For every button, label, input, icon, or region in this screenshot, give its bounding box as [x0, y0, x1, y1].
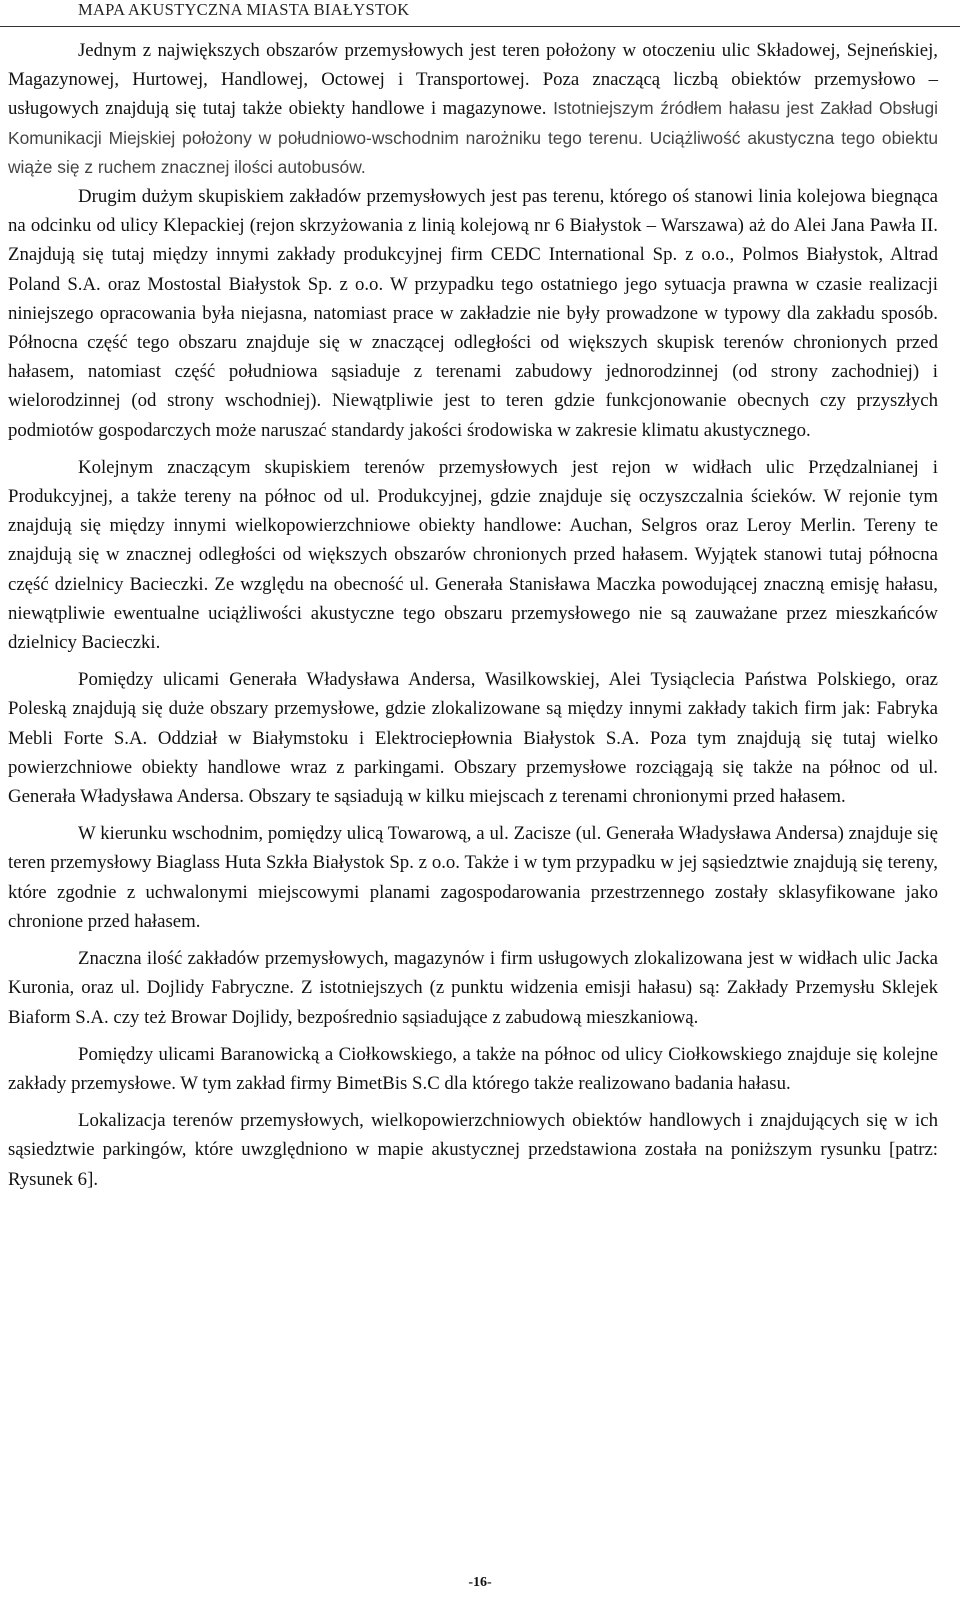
- paragraph-1-serif-text: Jednym z największych obszarów przemysłowych jest teren położony w otoczeniu ulic Składowej, Sejneńskiej, Magazynowej, Hurtowej, Handlowej, Octowej i Transportowej. Poza znaczącą liczbą obiektów przemysłowo – usługowych znajdują się tutaj także obiekty handlowe i magazynowe.: [8, 40, 938, 120]
- paragraph-3: Kolejnym znaczącym skupiskiem terenów przemysłowych jest rejon w widłach ulic Przędzalnianej i Produkcyjnej, a także tereny na północ od ul. Produkcyjnej, gdzie znajduje się oczyszczalnia ścieków. W rejonie tym znajdują się między innymi wielkopowierzchniowe obiekty handlowe: Auchan, Selgros oraz Leroy Merlin. Tereny te znajdują się w znacznej odległości od większych obszarów chronionych przed hałasem. Wyjątek stanowi tutaj północna część dzielnicy Bacieczki. Ze względu na obecność ul. Generała Stanisława Maczka powodującej znaczną emisję hałasu, niewątpliwie ewentualne uciążliwości akustyczne tego obszaru przemysłowego nie są zauważane przez mieszkańców dzielnicy Bacieczki.: [8, 456, 938, 654]
- paragraph-2: Drugim dużym skupiskiem zakładów przemysłowych jest pas terenu, którego oś stanowi linia kolejowa biegnąca na odcinku od ulicy Klepackiej (rejon skrzyżowania z linią kolejową nr 6 Białystok – Warszawa) aż do Alei Jana Pawła II. Znajdują się tutaj między innymi zakłady produkcyjnej firm CEDC International Sp. z o.o., Polmos Białystok, Altrad Poland S.A. oraz Mostostal Białystok Sp. z o.o. W przypadku tego ostatniego jego sytuacja prawna w czasie realizacji niniejszego opracowania była niejasna, natomiast prace w zakładzie nie były prowadzone w typowy dla zakładu sposób. Północna część tego obszaru znajduje się w znaczącej odległości od większych skupisk terenów chronionych przed hałasem, natomiast część południowa sąsiaduje z terenami zabudowy jednorodzinnej (od strony zachodniej) i wielorodzinnej (od strony wschodniej). Niewątpliwie jest to teren gdzie funkcjonowanie obecnych czy przyszłych podmiotów gospodarczych może naruszać standardy jakości środowiska w zakresie klimatu akustycznego.: [8, 186, 938, 441]
- page-header: [0, 0, 960, 27]
- paragraph-8: Lokalizacja terenów przemysłowych, wielkopowierzchniowych obiektów handlowych i znajdujących się w ich sąsiedztwie parkingów, które uwzględniono w mapie akustycznej przedstawiona została na poniższym rysunku [patrz: Rysunek 6].: [8, 1110, 938, 1190]
- page-number: -16-: [468, 1575, 492, 1590]
- paragraph-6: Znaczna ilość zakładów przemysłowych, magazynów i firm usługowych zlokalizowana jest w widłach ulic Jacka Kuronia, oraz ul. Dojlidy Fabryczne. Z istotniejszych (z punktu widzenia emisji hałasu) są: Zakłady Przemysłu Sklejek Biaform S.A. czy też Browar Dojlidy, bezpośrednio sąsiadujące z zabudową mieszkaniową.: [8, 948, 938, 1028]
- document-title: MAPA AKUSTYCZNA MIASTA BIAŁYSTOK: [78, 0, 410, 19]
- document-body: [8, 36, 938, 1194]
- paragraph-4: Pomiędzy ulicami Generała Władysława Andersa, Wasilkowskiej, Alei Tysiąclecia Państwa Polskiego, oraz Poleską znajdują się duże obszary przemysłowe, gdzie zlokalizowane są między innymi zakłady takich firm jak: Fabryka Mebli Forte S.A. Oddział w Białymstoku i Elektrociepłownia Białystok S.A. Poza tym znajdują się tutaj wielko powierzchniowe obiekty handlowe wraz z parkingami. Obszary przemysłowe rozciągają się także na północ od ul. Generała Władysława Andersa. Obszary te sąsiadują w kilku miejscach z terenami chronionymi przed hałasem.: [8, 669, 938, 808]
- paragraph-7: Pomiędzy ulicami Baranowicką a Ciołkowskiego, a także na północ od ulicy Ciołkowskiego znajduje się kolejne zakłady przemysłowe. W tym zakład firmy BimetBis S.C dla którego także realizowano badania hałasu.: [8, 1043, 938, 1094]
- paragraph-1: [8, 36, 938, 182]
- paragraph-5: W kierunku wschodnim, pomiędzy ulicą Towarową, a ul. Zacisze (ul. Generała Władysława Andersa) znajduje się teren przemysłowy Biaglass Huta Szkła Białystok Sp. z o.o. Także i w tym przypadku w jej sąsiedztwie znajdują się tereny, które zgodnie z uchwalonymi miejscowymi planami zagospodarowania przestrzennego zostały sklasyfikowane jako chronione przed hałasem.: [8, 823, 938, 932]
- paragraph-1-sans-text: Istotniejszym źródłem hałasu jest Zakład Obsługi Komunikacji Miejskiej położony w południowo-wschodnim narożniku tego terenu. Uciążliwość akustyczna tego obiektu wiąże się z ruchem znacznej ilości autobusów.: [8, 98, 938, 177]
